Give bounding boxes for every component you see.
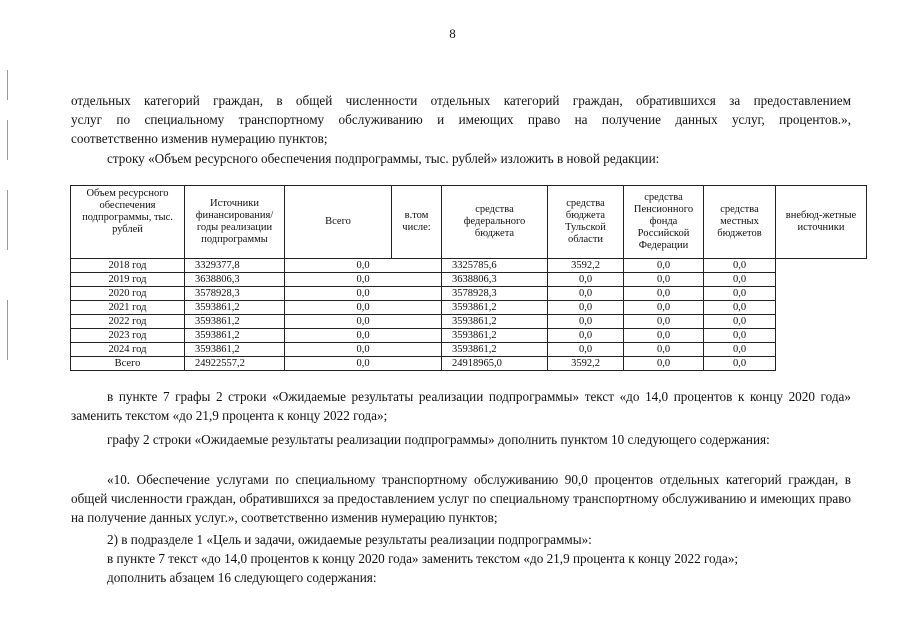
cell-local: 0,0 <box>624 343 704 357</box>
header-regional: средства бюджета Тульской области <box>548 186 624 259</box>
cell-pension: 0,0 <box>548 301 624 315</box>
cell-extra: 0,0 <box>704 273 776 287</box>
header-local: средства местных бюджетов <box>704 186 776 259</box>
intro-line-2: услуг по специальному транспортному обслуживанию и имеющих право на получение данных услуг, процентов.», <box>71 112 851 127</box>
resource-table <box>70 185 867 371</box>
paragraph-1: в пункте 7 графы 2 строки «Ожидаемые результаты реализации подпрограммы» текст «до 14,0 процентов к концу 2020 года» заменить текстом «до 21,9 процента к концу 2022 года»; <box>71 389 851 423</box>
intro-line-3: соответственно изменив нумерацию пунктов; <box>71 131 328 146</box>
cell-regional: 3593861,2 <box>442 301 548 315</box>
page-number: 8 <box>449 26 456 41</box>
cell-local: 0,0 <box>624 315 704 329</box>
cell-federal: 0,0 <box>285 287 442 301</box>
cell-regional: 3325785,6 <box>442 259 548 273</box>
table-row-total <box>71 357 867 371</box>
cell-extra: 0,0 <box>704 259 776 273</box>
cell-federal: 0,0 <box>285 329 442 343</box>
cell-year: 2022 год <box>71 315 185 329</box>
margin-mark <box>7 300 8 360</box>
cell-total: 3593861,2 <box>185 301 285 315</box>
table-row <box>71 343 867 357</box>
intro-line-4: строку «Объем ресурсного обеспечения подпрограммы, тыс. рублей» изложить в новой редакции: <box>107 151 660 166</box>
cell-extra: 0,0 <box>704 357 776 371</box>
cell-pension: 0,0 <box>548 273 624 287</box>
cell-year: 2020 год <box>71 287 185 301</box>
cell-local: 0,0 <box>624 301 704 315</box>
header-including: в.том числе: <box>392 186 442 259</box>
cell-pension: 0,0 <box>548 343 624 357</box>
header-total: Всего <box>285 186 392 259</box>
cell-regional: 3578928,3 <box>442 287 548 301</box>
cell-federal: 0,0 <box>285 343 442 357</box>
row-label: Объем ресурсного обеспечения подпрограммы, тыс. рублей <box>82 188 173 235</box>
table-row <box>71 315 867 329</box>
cell-year: 2018 год <box>71 259 185 273</box>
cell-extra: 0,0 <box>704 343 776 357</box>
table-body <box>71 259 867 371</box>
cell-pension: 3592,2 <box>548 259 624 273</box>
cell-local: 0,0 <box>624 259 704 273</box>
cell-total: 3578928,3 <box>185 287 285 301</box>
paragraph-2: графу 2 строки «Ожидаемые результаты реализации подпрограммы» дополнить пунктом 10 следующего содержания: <box>107 432 770 447</box>
cell-year: 2023 год <box>71 329 185 343</box>
cell-total: 3593861,2 <box>185 343 285 357</box>
cell-extra: 0,0 <box>704 301 776 315</box>
cell-regional: 3593861,2 <box>442 315 548 329</box>
cell-pension: 3592,2 <box>548 357 624 371</box>
cell-regional: 24918965,0 <box>442 357 548 371</box>
header-sources: Источники финансирования/ годы реализации подпрограммы <box>185 186 285 259</box>
cell-pension: 0,0 <box>548 329 624 343</box>
margin-mark <box>7 70 8 100</box>
cell-federal: 0,0 <box>285 301 442 315</box>
cell-total: 3329377,8 <box>185 259 285 273</box>
paragraph-6: дополнить абзацем 16 следующего содержания: <box>107 570 377 585</box>
cell-regional: 3593861,2 <box>442 329 548 343</box>
header-extra: внебюд-жетные источники <box>776 186 867 259</box>
cell-local: 0,0 <box>624 357 704 371</box>
paragraph-4: 2) в подразделе 1 «Цель и задачи, ожидаемые результаты реализации подпрограммы»: <box>107 532 592 547</box>
intro-line-1: отдельных категорий граждан, в общей численности отдельных категорий граждан, обратившихся за предоставлением <box>71 93 851 108</box>
cell-total: 3593861,2 <box>185 329 285 343</box>
table-row <box>71 273 867 287</box>
paragraph-3: «10. Обеспечение услугами по специальному транспортному обслуживанию 90,0 процентов отдельных категорий граждан, в общей численности граждан, обратившихся за предоставлением услуг по специальному транспортному обслуживанию и имеющих право на получение данных услуг.», соответственно изменив нумерацию пунктов; <box>71 472 851 525</box>
table-row <box>71 301 867 315</box>
cell-extra: 0,0 <box>704 315 776 329</box>
cell-extra: 0,0 <box>704 329 776 343</box>
cell-local: 0,0 <box>624 329 704 343</box>
cell-local: 0,0 <box>624 273 704 287</box>
cell-federal: 0,0 <box>285 315 442 329</box>
row-label-cell <box>71 186 185 259</box>
margin-mark <box>7 190 8 250</box>
cell-pension: 0,0 <box>548 315 624 329</box>
table-row <box>71 287 867 301</box>
table-row <box>71 329 867 343</box>
cell-total: 24922557,2 <box>185 357 285 371</box>
cell-year: 2021 год <box>71 301 185 315</box>
cell-year: Всего <box>71 357 185 371</box>
cell-federal: 0,0 <box>285 259 442 273</box>
margin-mark <box>7 120 8 160</box>
header-pension: средства Пенсионного фонда Российской Федерации <box>624 186 704 259</box>
cell-total: 3638806,3 <box>185 273 285 287</box>
cell-regional: 3638806,3 <box>442 273 548 287</box>
cell-total: 3593861,2 <box>185 315 285 329</box>
cell-local: 0,0 <box>624 287 704 301</box>
cell-year: 2019 год <box>71 273 185 287</box>
cell-federal: 0,0 <box>285 273 442 287</box>
cell-year: 2024 год <box>71 343 185 357</box>
cell-federal: 0,0 <box>285 357 442 371</box>
header-federal: средства федерального бюджета <box>442 186 548 259</box>
cell-extra: 0,0 <box>704 287 776 301</box>
cell-regional: 3593861,2 <box>442 343 548 357</box>
table-row <box>71 259 867 273</box>
cell-pension: 0,0 <box>548 287 624 301</box>
paragraph-5: в пункте 7 текст «до 14,0 процентов к концу 2020 года» заменить текстом «до 21,9 процента к концу 2022 года»; <box>107 551 739 566</box>
